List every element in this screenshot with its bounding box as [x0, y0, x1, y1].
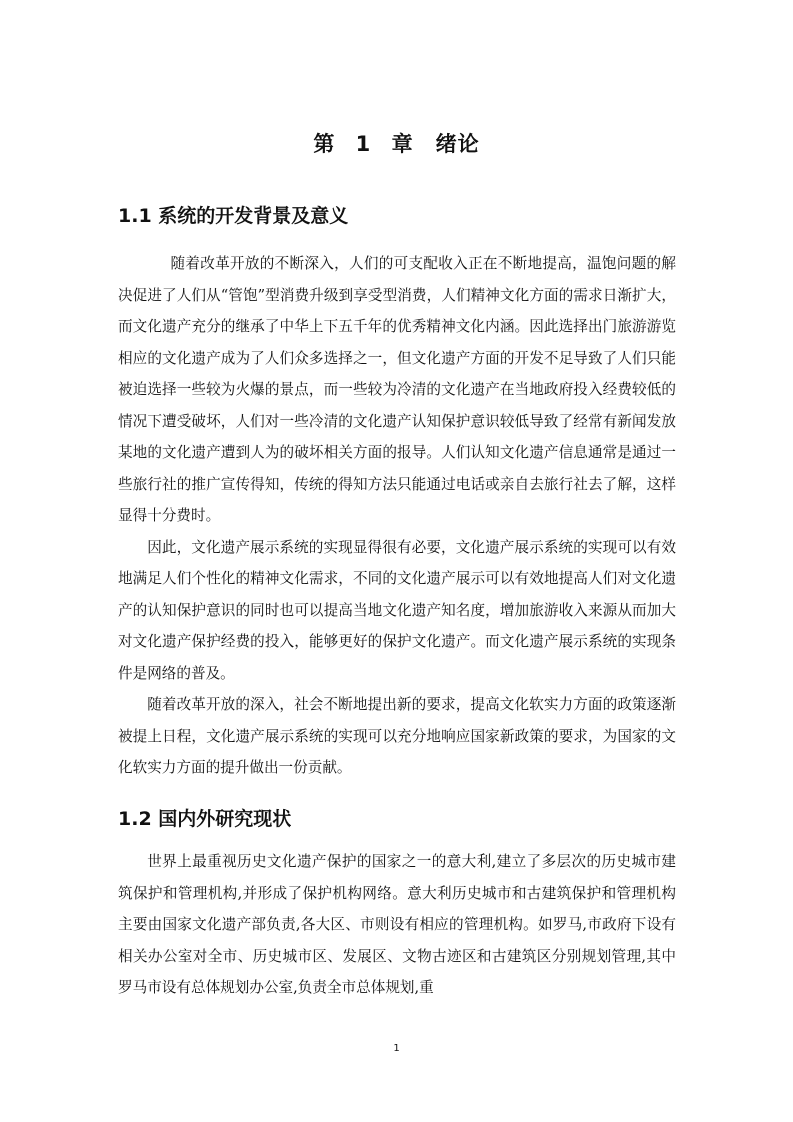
paragraph: 世界上最重视历史文化遗产保护的国家之一的意大利,建立了多层次的历史城市建筑保护和管理机构,并形成了保护机构网络。意大利历史城市和古建筑保护和管理机构主要由国家文化遗产部负责,各大区、市则设有相应的管理机构。如罗马,市政府下设有相关办公室对全市、历史城市区、发展区、文物古迹区和古建筑区分别规划管理,其中罗马市设有总体规划办公室,负责全市总体规划,重 — [118, 853, 676, 996]
paragraph: 因此，文化遗产展示系统的实现显得很有必要，文化遗产展示系统的实现可以有效地满足人们个性化的精神文化需求，不同的文化遗产展示可以有效地提高人们对文化遗产的认知保护意识的同时也可以提高当地文化遗产知名度，增加旅游收入来源从而加大对文化遗产保护经费的投入，能够更好的保护文化遗产。而文化遗产展示系统的实现条件是网络的普及。 — [118, 538, 676, 682]
page-number: 1 — [393, 1043, 400, 1054]
section-1-2-body — [118, 846, 676, 1004]
paragraph: 随着改革开放的不断深入，人们的可支配收入正在不断地提高，温饱问题的解决促进了人们从“管饱”型消费升级到享受型消费，人们精神文化方面的需求日渐扩大，而文化遗产充分的继承了中华上下五千年的优秀精神文化内涵。因此选择出门旅游游览相应的文化遗产成为了人们众多选择之一，但文化遗产方面的开发不足导致了人们只能被迫选择一些较为火爆的景点，而一些较为冷清的文化遗产在当地政府投入经费较低的情况下遭受破坏，人们对一些冷清的文化遗产认知保护意识较低导致了经常有新闻发放某地的文化遗产遭到人为的破坏相关方面的报导。人们认知文化遗产信息通常是通过一些旅行社的推广宣传得知，传统的得知方法只能通过电话或亲自去旅行社去了解，这样显得十分费时。 — [118, 255, 676, 524]
section-heading-1-2: 1.2 国内外研究现状 — [118, 808, 292, 830]
paragraph: 随着改革开放的深入，社会不断地提出新的要求，提高文化软实力方面的政策逐渐被提上日程，文化遗产展示系统的实现可以充分地响应国家新政策的要求，为国家的文化软实力方面的提升做出一份贡献。 — [118, 696, 676, 776]
section-heading-1-1: 1.1 系统的开发背景及意义 — [118, 205, 349, 227]
chapter-title: 第 1 章 绪论 — [313, 132, 480, 156]
section-1-1-body — [118, 248, 676, 784]
